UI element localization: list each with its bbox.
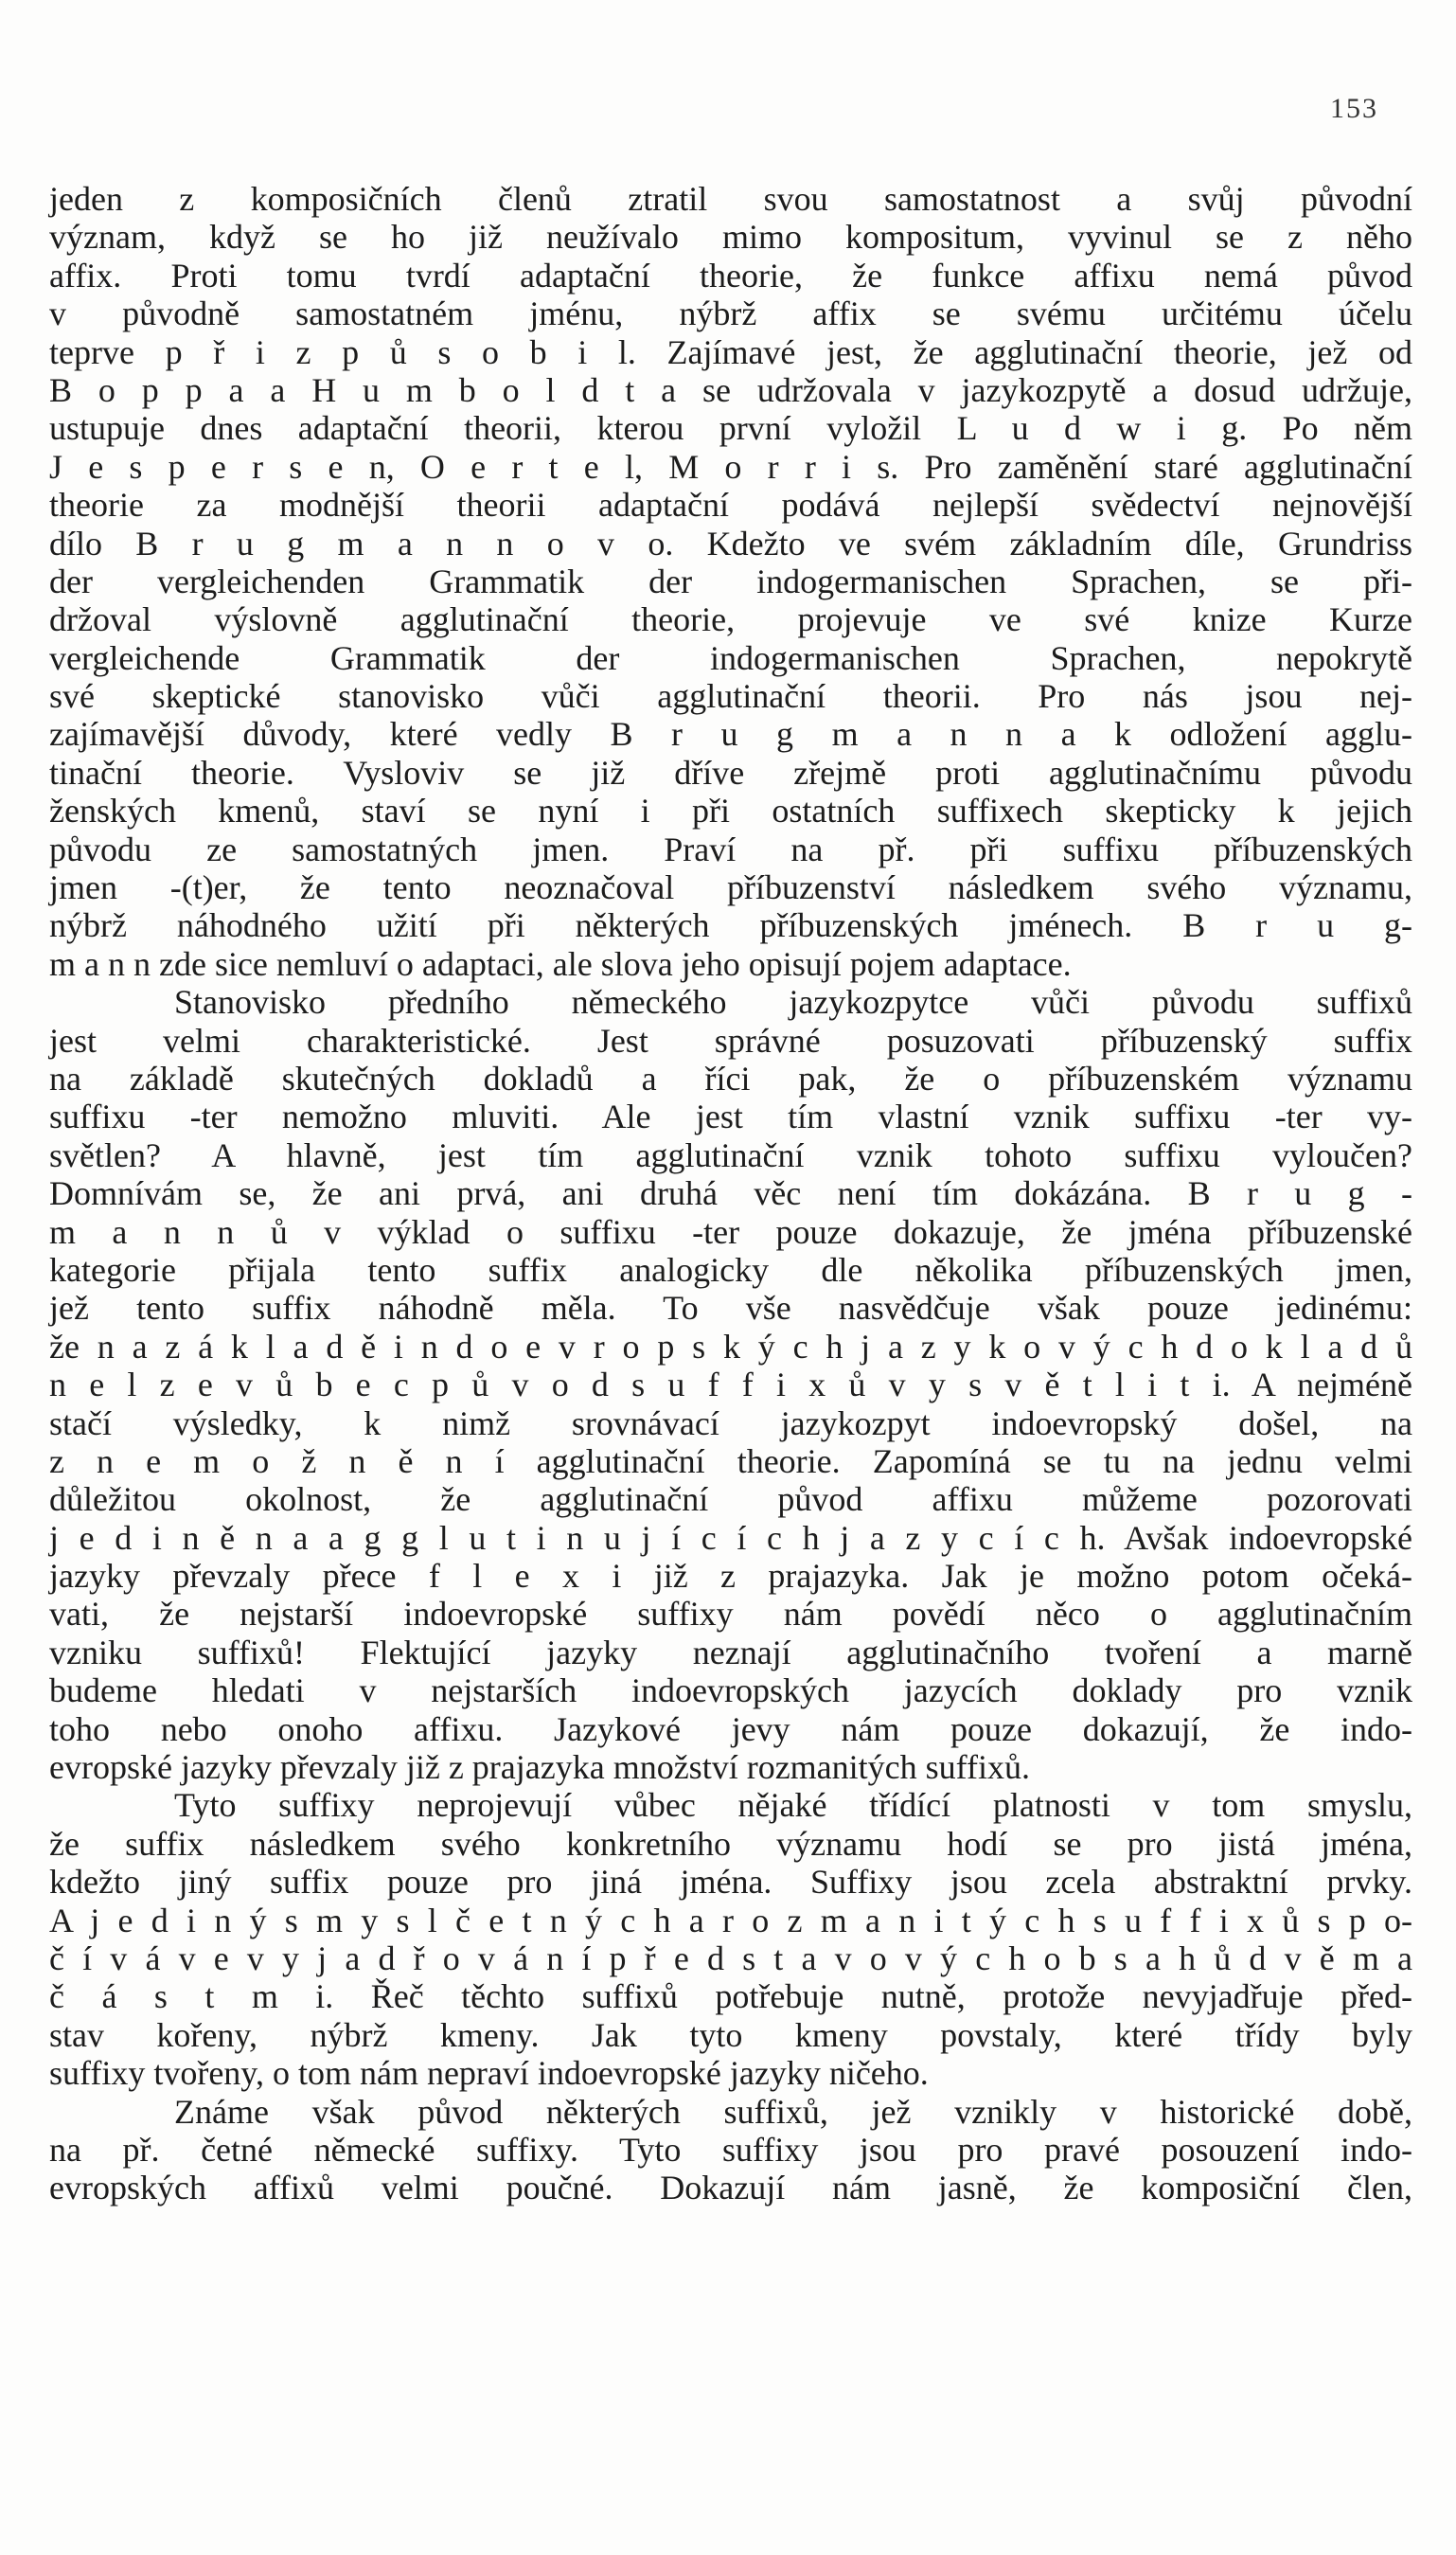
text-line: jež tento suffix náhodně měla. To vše nasvědčuje však pouze jedinému: xyxy=(49,1289,1412,1328)
text-line: vati, že nejstarší indoevropské suffixy nám povědí něco o agglutinačním xyxy=(49,1595,1412,1634)
text-line: stačí výsledky, k nimž srovnávací jazykozpyt indoevropský došel, na xyxy=(49,1403,1412,1442)
text-line: světlen? A hlavně, jest tím agglutinační vznik tohoto suffixu vyloučen? xyxy=(49,1135,1412,1174)
text-line: n e l z e v ů b e c p ů v o d s u f f i x ů v y s v ě t l i t i. A nejméně xyxy=(49,1366,1412,1404)
text-line: stav kořeny, nýbrž kmeny. Jak tyto kmeny povstaly, které třídy byly xyxy=(49,2015,1412,2054)
text-line: evropské jazyky převzaly již z prajazyka množství rozmanitých suffixů. xyxy=(49,1748,1030,1787)
text-line: m a n n ů v výklad o suffixu -ter pouze dokazuje, že jména příbuzenské xyxy=(49,1212,1412,1251)
body-text xyxy=(49,180,1412,2207)
text-line: na základě skutečných dokladů a říci pak, že o příbuzenském významu xyxy=(49,1059,1412,1098)
text-line: jeden z komposičních členů ztratil svou samostatnost a svůj původní xyxy=(49,180,1412,218)
text-line: kdežto jiný suffix pouze pro jiná jména. Suffixy jsou zcela abstraktní prvky. xyxy=(49,1863,1412,1902)
text-line: j e d i n ě n a a g g l u t i n u j í c í c h j a z y c í c h. Avšak indoevropské xyxy=(49,1518,1412,1557)
text-line: vzniku suffixů! Flektující jazyky neznají agglutinačního tvoření a marně xyxy=(49,1633,1412,1671)
text-line: J e s p e r s e n, O e r t e l, M o r r i s. Pro zaměnění staré agglutinační xyxy=(49,447,1412,486)
text-line: držoval výslovně agglutinační theorie, projevuje ve své knize Kurze xyxy=(49,600,1412,639)
text-line: affix. Proti tomu tvrdí adaptační theorie, že funkce affixu nemá původ xyxy=(49,256,1412,295)
text-line: význam, když se ho již neužívalo mimo kompositum, vyvinul se z něho xyxy=(49,218,1412,257)
text-line: že n a z á k l a d ě i n d o e v r o p s k ý c h j a z y k o v ý c h d o k l a d ů xyxy=(49,1327,1412,1366)
text-line: B o p p a a H u m b o l d t a se udržovala v jazykozpytě a dosud udržuje, xyxy=(49,370,1412,409)
text-line: Tyto suffixy neprojevují vůbec nějaké třídící platnosti v tom smyslu, xyxy=(174,1786,1412,1825)
text-line: své skeptické stanovisko vůči agglutinační theorii. Pro nás jsou nej- xyxy=(49,677,1412,716)
text-line: suffixu -ter nemožno mluviti. Ale jest tím vlastní vznik suffixu -ter vy- xyxy=(49,1098,1412,1136)
text-line: theorie za modnější theorii adaptační podává nejlepší svědectví nejnovější xyxy=(49,486,1412,525)
text-line: evropských affixů velmi poučné. Dokazují nám jasně, že komposiční člen, xyxy=(49,2169,1412,2207)
text-line: důležitou okolnost, že agglutinační původ affixu můžeme pozorovati xyxy=(49,1480,1412,1519)
text-line: Známe však původ některých suffixů, jež vznikly v historické době, xyxy=(174,2092,1412,2131)
text-line: vergleichende Grammatik der indogermanischen Sprachen, nepokrytě xyxy=(49,638,1412,677)
text-line: jazyky převzaly přece f l e x i již z prajazyka. Jak je možno potom očeká- xyxy=(49,1557,1412,1596)
text-line: tinační theorie. Vysloviv se již dříve zřejmě proti agglutinačnímu původu xyxy=(49,753,1412,792)
paragraph xyxy=(49,180,1412,983)
text-line: budeme hledati v nejstarších indoevropských jazycích doklady pro vznik xyxy=(49,1671,1412,1710)
text-line: Stanovisko předního německého jazykozpytce vůči původu suffixů xyxy=(174,983,1412,1022)
text-line: jest velmi charakteristické. Jest správné posuzovati příbuzenský suffix xyxy=(49,1021,1412,1060)
text-line: A j e d i n ý s m y s l č e t n ý c h a r o z m a n i t ý c h s u f f i x ů s p o- xyxy=(49,1901,1412,1939)
text-line: kategorie přijala tento suffix analogicky dle několika příbuzenských jmen, xyxy=(49,1250,1412,1289)
page-number: 153 xyxy=(1330,93,1378,124)
paragraph xyxy=(49,983,1412,1786)
text-line: toho nebo onoho affixu. Jazykové jevy nám pouze dokazují, že indo- xyxy=(49,1709,1412,1748)
text-line: č í v á v e v y j a d ř o v á n í p ř e d s t a v o v ý c h o b s a h ů d v ě m a xyxy=(49,1939,1412,1977)
text-line: ženských kmenů, staví se nyní i při ostatních suffixech skepticky k jejich xyxy=(49,792,1412,831)
text-line: Domnívám se, že ani prvá, ani druhá věc není tím dokázána. B r u g - xyxy=(49,1174,1412,1213)
text-line: teprve p ř i z p ů s o b i l. Zajímavé jest, že agglutinační theorie, jež od xyxy=(49,332,1412,371)
paragraph xyxy=(49,1786,1412,2092)
text-line: dílo B r u g m a n n o v o. Kdežto ve svém základním díle, Grundriss xyxy=(49,524,1412,563)
text-line: suffixy tvořeny, o tom nám nepraví indoevropské jazyky ničeho. xyxy=(49,2054,929,2093)
text-line: nýbrž náhodného užití při některých příbuzenských jménech. B r u g- xyxy=(49,906,1412,945)
text-line: zajímavější důvody, které vedly B r u g m a n n a k odložení agglu- xyxy=(49,715,1412,754)
text-line: na př. četné německé suffixy. Tyto suffixy jsou pro pravé posouzení indo- xyxy=(49,2130,1412,2169)
text-line: že suffix následkem svého konkretního významu hodí se pro jistá jména, xyxy=(49,1824,1412,1863)
text-line: ustupuje dnes adaptační theorii, kterou první vyložil L u d w i g. Po něm xyxy=(49,409,1412,448)
text-line: der vergleichenden Grammatik der indogermanischen Sprachen, se při- xyxy=(49,562,1412,600)
text-line: původu ze samostatných jmen. Praví na př. při suffixu příbuzenských xyxy=(49,830,1412,868)
text-line: m a n n zde sice nemluví o adaptaci, ale slova jeho opisují pojem adaptace. xyxy=(49,944,1072,983)
text-line: jmen -(t)er, že tento neoznačoval příbuzenství následkem svého významu, xyxy=(49,868,1412,907)
paragraph xyxy=(49,2093,1412,2207)
text-line: č á s t m i. Řeč těchto suffixů potřebuje nutně, protože nevyjadřuje před- xyxy=(49,1977,1412,2016)
text-line: z n e m o ž n ě n í agglutinační theorie. Zapomíná se tu na jednu velmi xyxy=(49,1441,1412,1480)
text-line: v původně samostatném jménu, nýbrž affix se svému určitému účelu xyxy=(49,295,1412,333)
